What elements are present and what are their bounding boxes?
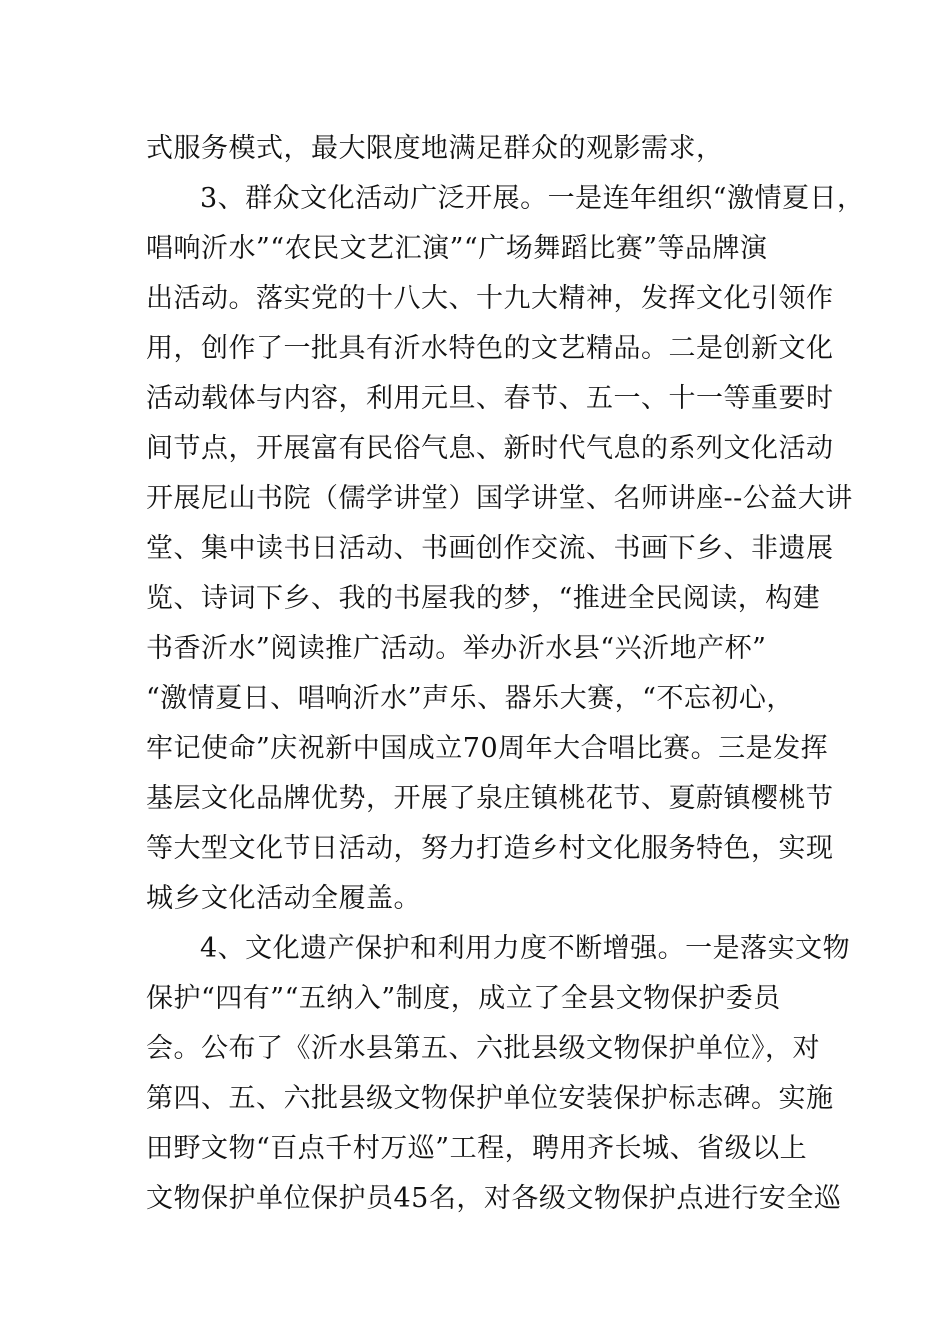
text-line: 第四、五、六批县级文物保护单位安装保护标志碑。实施 bbox=[146, 1083, 834, 1114]
text-line: 文物保护单位保护员45名，对各级文物保护点进行安全巡 bbox=[146, 1183, 842, 1214]
paragraph-3-first-line: 3、群众文化活动广泛开展。一是连年组织“激情夏日， bbox=[200, 183, 865, 214]
text-line: 出活动。落实党的十八大、十九大精神，发挥文化引领作 bbox=[146, 283, 834, 314]
paragraph-4-first-line: 4、文化遗产保护和利用力度不断增强。一是落实文物 bbox=[200, 933, 851, 964]
text-line: 活动载体与内容，利用元旦、春节、五一、十一等重要时 bbox=[146, 383, 834, 414]
text-line: 用，创作了一批具有沂水特色的文艺精品。二是创新文化 bbox=[146, 333, 834, 364]
text-line: 开展尼山书院（儒学讲堂）国学讲堂、名师讲座--公益大讲 bbox=[146, 483, 853, 514]
text-line: “激情夏日、唱响沂水”声乐、器乐大赛，“不忘初心， bbox=[146, 683, 794, 714]
text-line: 式服务模式，最大限度地满足群众的观影需求， bbox=[146, 133, 724, 164]
text-line: 牢记使命”庆祝新中国成立70周年大合唱比赛。三是发挥 bbox=[146, 733, 829, 764]
text-line: 间节点，开展富有民俗气息、新时代气息的系列文化活动 bbox=[146, 433, 834, 464]
text-line: 唱响沂水”“农民文艺汇演”“广场舞蹈比赛”等品牌演 bbox=[146, 233, 768, 264]
text-line: 城乡文化活动全履盖。 bbox=[146, 883, 421, 914]
text-line: 田野文物“百点千村万巡”工程，聘用齐长城、省级以上 bbox=[146, 1133, 808, 1164]
text-line: 会。公布了《沂水县第五、六批县级文物保护单位》，对 bbox=[146, 1033, 820, 1064]
text-line: 保护“四有”“五纳入”制度，成立了全县文物保护委员 bbox=[146, 983, 781, 1014]
text-line: 书香沂水”阅读推广活动。举办沂水县“兴沂地产杯” bbox=[146, 633, 767, 664]
text-line: 等大型文化节日活动，努力打造乡村文化服务特色，实现 bbox=[146, 833, 834, 864]
text-line: 基层文化品牌优势，开展了泉庄镇桃花节、夏蔚镇樱桃节 bbox=[146, 783, 834, 814]
text-line: 堂、集中读书日活动、书画创作交流、书画下乡、非遗展 bbox=[146, 533, 834, 564]
text-line: 览、诗词下乡、我的书屋我的梦，“推进全民阅读，构建 bbox=[146, 583, 821, 614]
